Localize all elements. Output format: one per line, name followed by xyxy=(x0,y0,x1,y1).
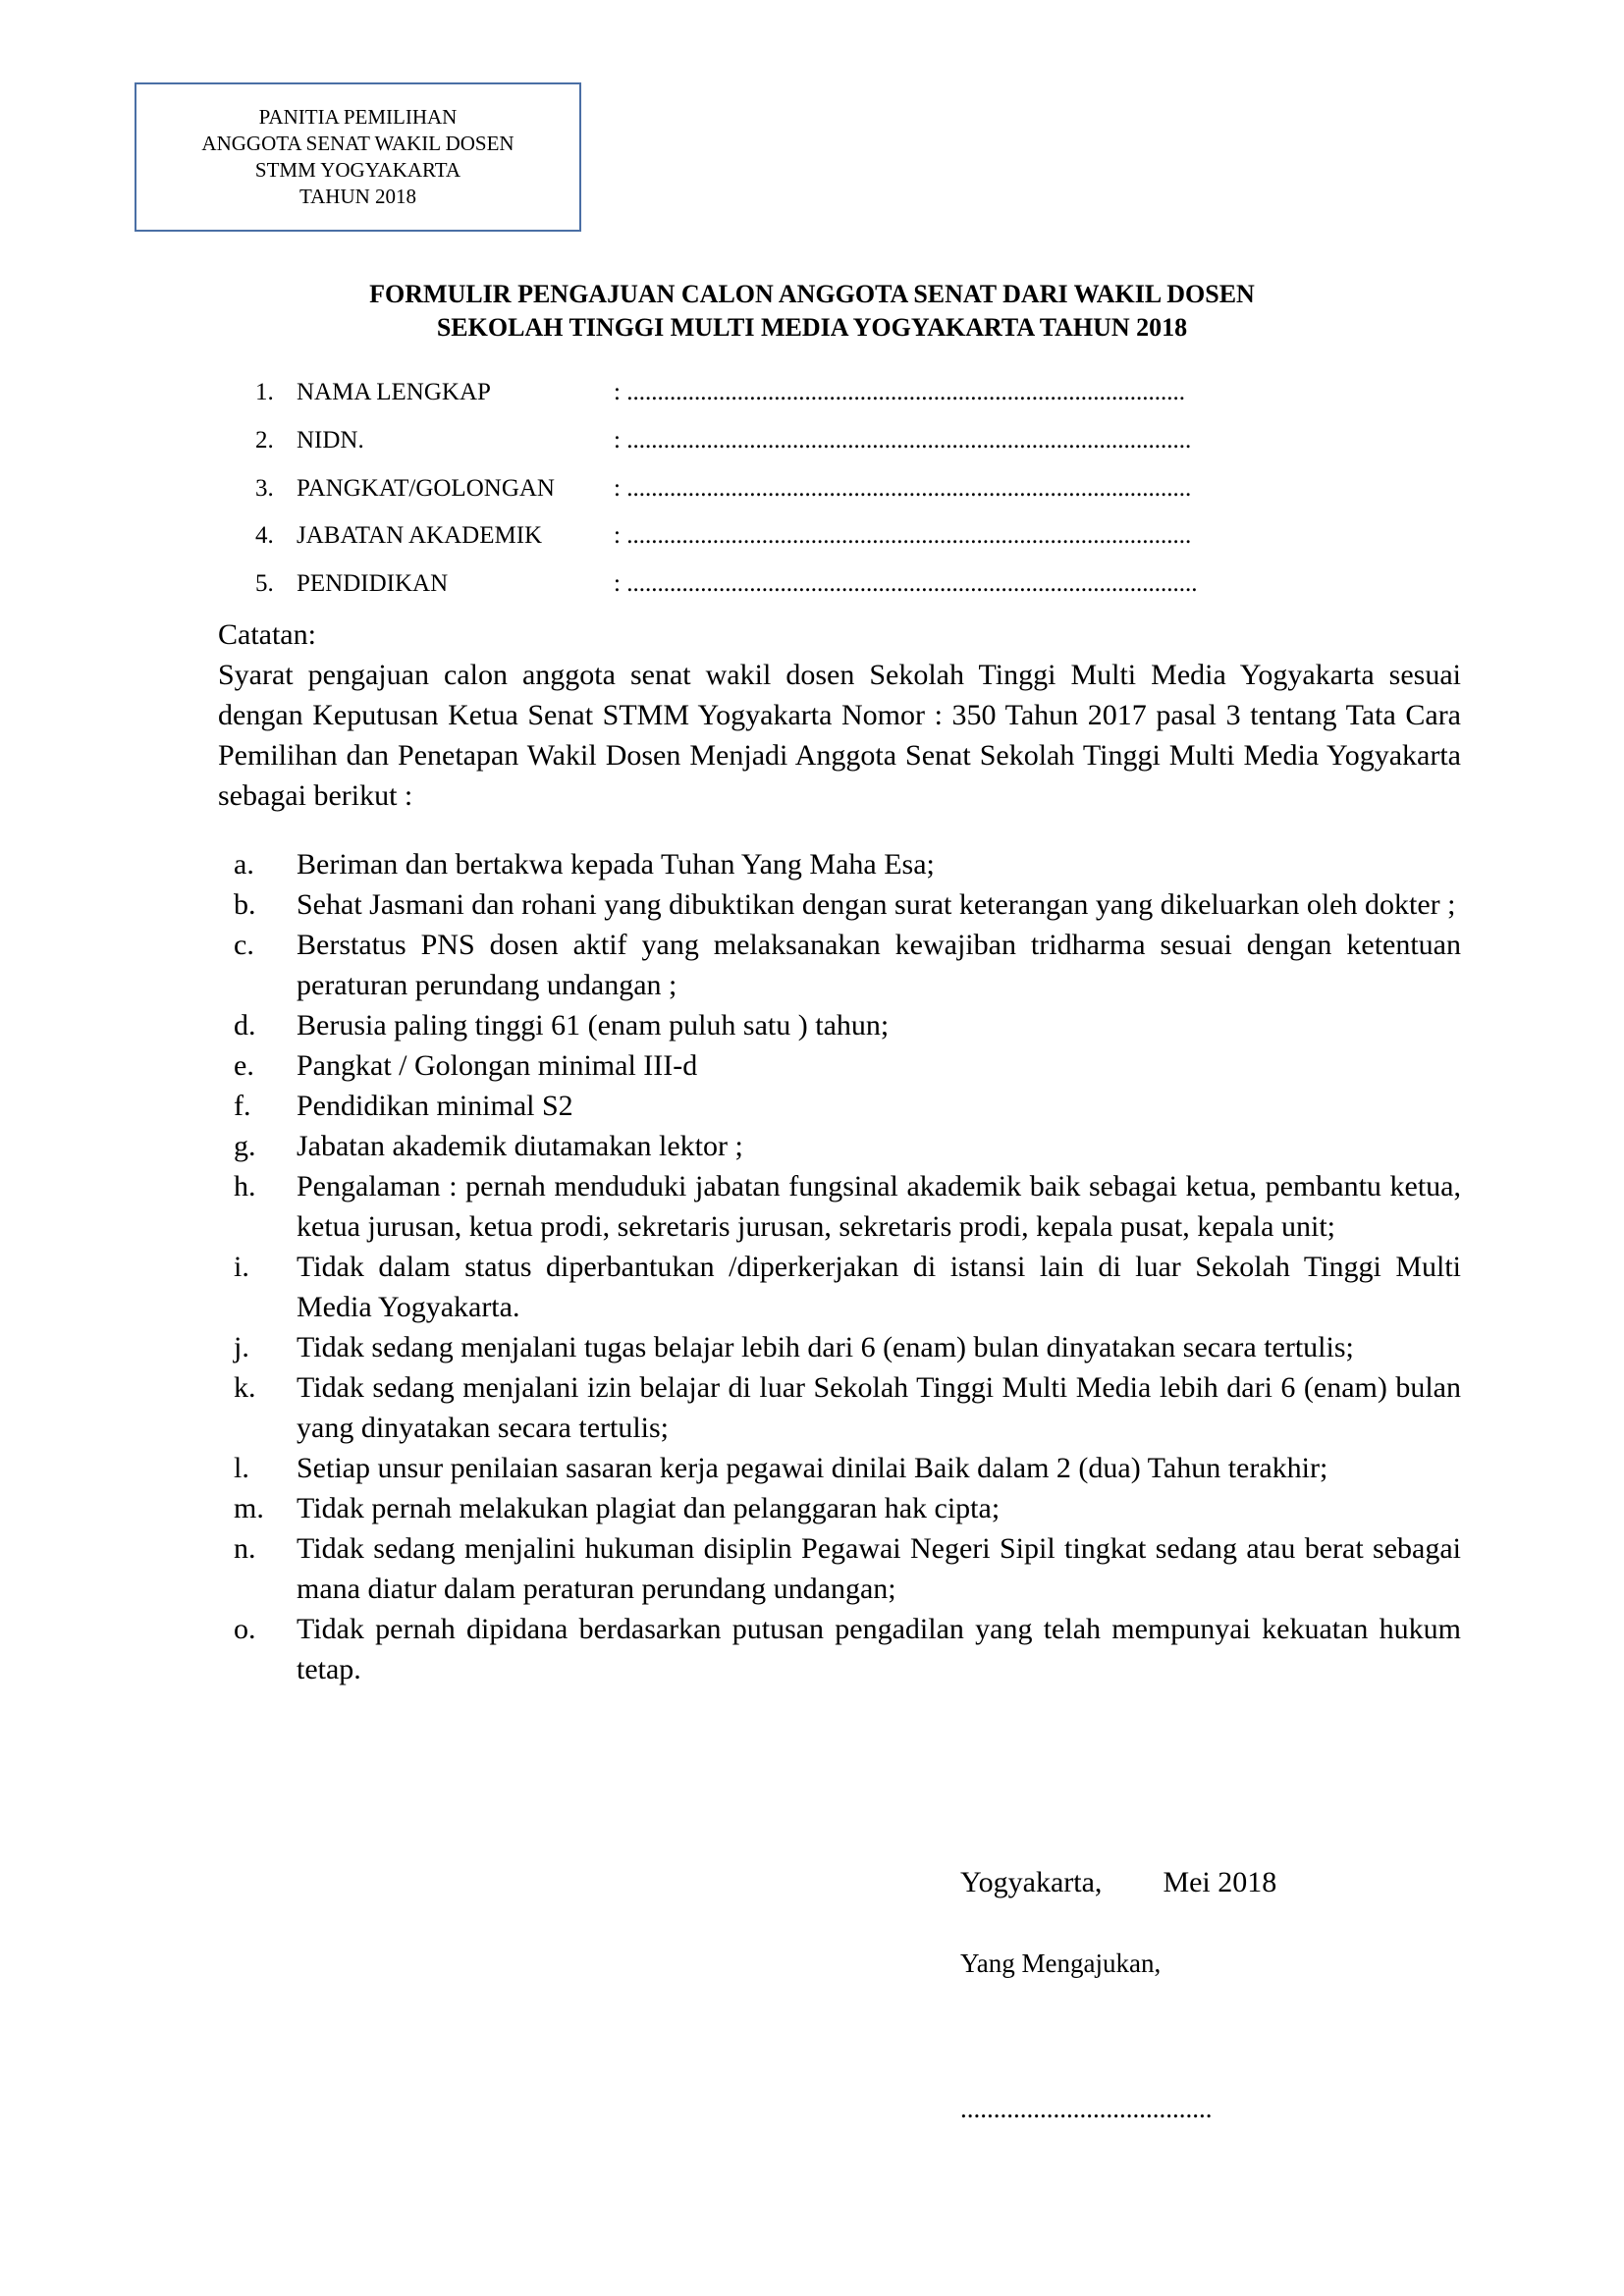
field-fill-line[interactable]: : ............................................................................................ xyxy=(614,522,1192,549)
list-item-letter: j. xyxy=(234,1331,249,1363)
list-item-letter: g. xyxy=(234,1130,256,1162)
list-item-text: Pendidikan minimal S2 xyxy=(297,1090,573,1122)
list-item xyxy=(234,1609,1461,1689)
list-item-text: Setiap unsur penilaian sasaran kerja pegawai dinilai Baik dalam 2 (dua) Tahun terakhir; xyxy=(297,1452,1328,1484)
list-item xyxy=(234,884,1461,925)
list-item-letter: d. xyxy=(234,1009,256,1041)
signature-line[interactable]: ...................................... xyxy=(960,2094,1213,2123)
list-item-letter: k. xyxy=(234,1371,256,1404)
notes-label: Catatan: xyxy=(218,618,316,651)
list-item-text: Beriman dan bertakwa kepada Tuhan Yang Maha Esa; xyxy=(297,848,935,881)
list-item-text: Tidak sedang menjalani tugas belajar lebih dari 6 (enam) bulan dinyatakan secara tertulis; xyxy=(297,1331,1354,1363)
field-fill-line[interactable]: : ............................................................................................. xyxy=(614,570,1198,597)
field-fill-line[interactable]: : ........................................................................................... xyxy=(614,379,1185,405)
field-fill-line[interactable]: : ............................................................................................ xyxy=(614,475,1192,502)
field-label: PENDIDIKAN xyxy=(297,570,449,597)
list-item-text: Tidak dalam status diperbantukan /diperkerjakan di istansi lain di luar Sekolah Tinggi Multi Media Yogyakarta. xyxy=(297,1251,1461,1323)
committee-line-3: STMM YOGYAKARTA xyxy=(254,158,461,182)
list-item xyxy=(234,1488,1461,1528)
list-item xyxy=(234,1448,1461,1488)
list-item-letter: n. xyxy=(234,1532,256,1565)
committee-line-1: PANITIA PEMILIHAN xyxy=(258,105,458,129)
list-item-text: Tidak sedang menjalani izin belajar di luar Sekolah Tinggi Multi Media lebih dari 6 (enam) bulan yang dinyatakan secara tertulis; xyxy=(297,1371,1461,1444)
list-item-letter: l. xyxy=(234,1452,249,1484)
list-item-letter: i. xyxy=(234,1251,249,1283)
list-item-text: Berusia paling tinggi 61 (enam puluh satu ) tahun; xyxy=(297,1009,890,1041)
list-item-letter: b. xyxy=(234,888,256,921)
committee-line-2: ANGGOTA SENAT WAKIL DOSEN xyxy=(201,132,514,155)
list-item xyxy=(234,1005,1461,1045)
list-item-text: Tidak pernah dipidana berdasarkan putusan pengadilan yang telah mempunyai kekuatan hukum tetap. xyxy=(297,1613,1461,1685)
list-item-text: Tidak sedang menjalini hukuman disiplin Pegawai Negeri Sipil tingkat sedang atau berat sebagai mana diatur dalam peraturan perundang undangan; xyxy=(297,1532,1461,1605)
list-item xyxy=(234,1367,1461,1448)
list-item xyxy=(234,1528,1461,1609)
list-item-text: Jabatan akademik diutamakan lektor ; xyxy=(297,1130,743,1162)
list-item xyxy=(234,1045,1461,1086)
list-item-letter: o. xyxy=(234,1613,256,1645)
list-item-text: Berstatus PNS dosen aktif yang melaksanakan kewajiban tridharma sesuai dengan ketentuan peraturan perundang undangan ; xyxy=(297,929,1461,1001)
list-item-letter: c. xyxy=(234,929,254,961)
list-item xyxy=(234,925,1461,1005)
place-text: Yogyakarta, xyxy=(960,1866,1103,1898)
field-label: NAMA LENGKAP xyxy=(297,379,491,405)
form-title-line-1: FORMULIR PENGAJUAN CALON ANGGOTA SENAT DARI WAKIL DOSEN xyxy=(369,280,1255,308)
form-title xyxy=(0,278,1624,345)
list-item-letter: f. xyxy=(234,1090,251,1122)
list-item xyxy=(234,844,1461,884)
field-number: 2. xyxy=(255,427,274,454)
requirements-list xyxy=(234,844,1461,1689)
field-number: 5. xyxy=(255,570,274,597)
date-text: Mei 2018 xyxy=(1163,1866,1277,1898)
list-item-letter: a. xyxy=(234,848,254,881)
list-item-letter: m. xyxy=(234,1492,264,1524)
field-number: 1. xyxy=(255,379,274,405)
list-item-letter: h. xyxy=(234,1170,256,1202)
field-number: 3. xyxy=(255,475,274,502)
field-number: 4. xyxy=(255,522,274,549)
list-item xyxy=(234,1327,1461,1367)
list-item xyxy=(234,1086,1461,1126)
field-label: PANGKAT/GOLONGAN xyxy=(297,475,555,502)
committee-header-box xyxy=(135,82,581,232)
notes-intro-paragraph: Syarat pengajuan calon anggota senat wakil dosen Sekolah Tinggi Multi Media Yogyakarta sesuai dengan Keputusan Ketua Senat STMM Yogyakarta Nomor : 350 Tahun 2017 pasal 3 tentang Tata Cara Pemilihan dan Penetapan Wakil Dosen Menjadi Anggota Senat Sekolah Tinggi Multi Media Yogyakarta sebagai berikut : xyxy=(218,659,1461,812)
list-item-text: Pangkat / Golongan minimal III-d xyxy=(297,1049,698,1082)
list-item xyxy=(234,1247,1461,1327)
applicant-label: Yang Mengajukan, xyxy=(960,1949,1162,1978)
field-fill-line[interactable]: : ............................................................................................ xyxy=(614,427,1192,454)
form-title-line-2: SEKOLAH TINGGI MULTI MEDIA YOGYAKARTA TAHUN 2018 xyxy=(436,313,1188,342)
list-item xyxy=(234,1126,1461,1166)
field-label: NIDN. xyxy=(297,427,364,454)
place-date-line xyxy=(960,1866,1276,1899)
list-item-text: Pengalaman : pernah menduduki jabatan fungsinal akademik baik sebagai ketua, pembantu ketua, ketua jurusan, ketua prodi, sekretaris jurusan, sekretaris prodi, kepala pusat, kepala unit; xyxy=(297,1170,1461,1243)
committee-line-4: TAHUN 2018 xyxy=(298,185,417,208)
list-item-letter: e. xyxy=(234,1049,254,1082)
list-item-text: Sehat Jasmani dan rohani yang dibuktikan dengan surat keterangan yang dikeluarkan oleh dokter ; xyxy=(297,888,1456,921)
list-item-text: Tidak pernah melakukan plagiat dan pelanggaran hak cipta; xyxy=(297,1492,1001,1524)
list-item xyxy=(234,1166,1461,1247)
field-label: JABATAN AKADEMIK xyxy=(297,522,543,549)
